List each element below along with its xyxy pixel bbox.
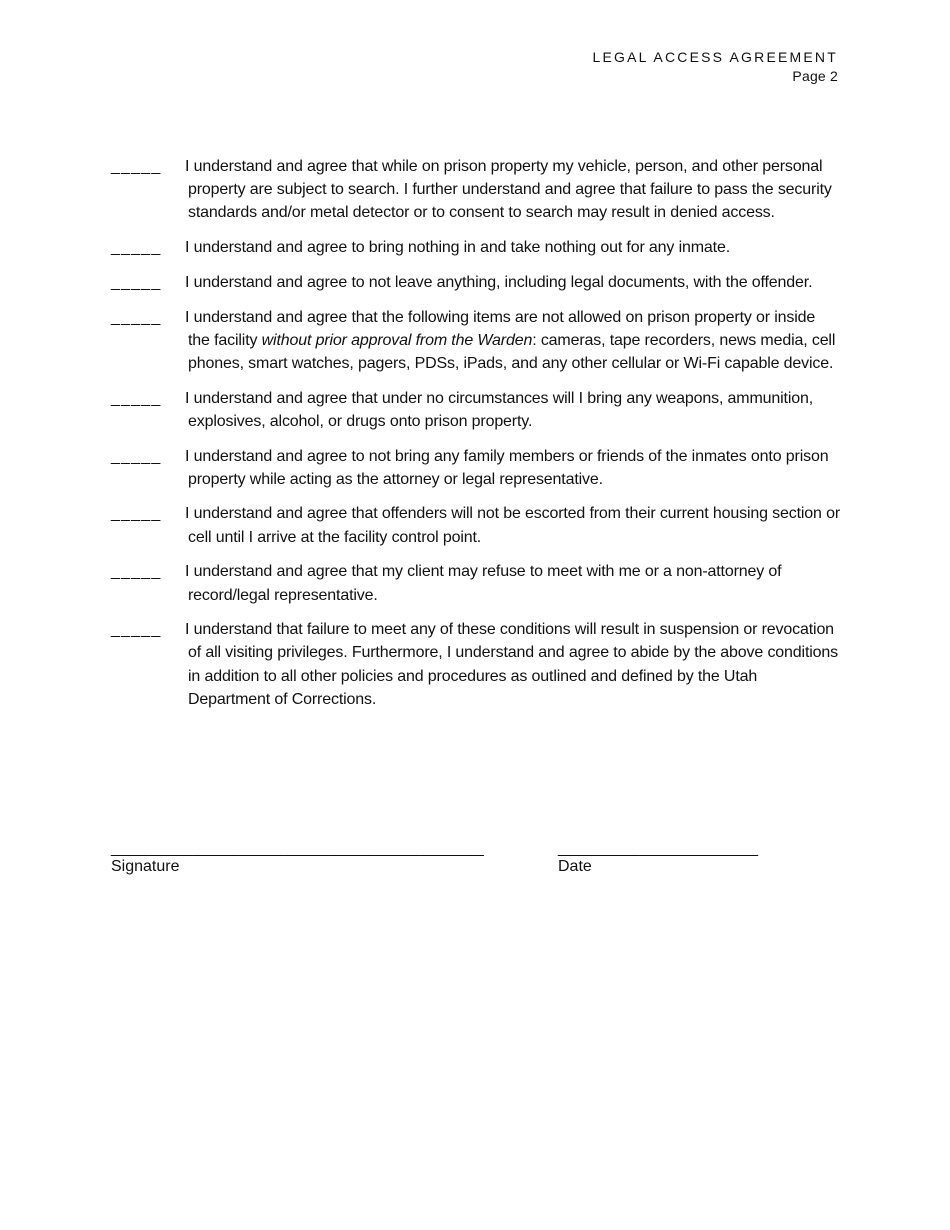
agreement-text: I understand and agree that my client may refuse to meet with me or a non-attorney of record/legal representative.: [185, 563, 782, 604]
agreement-text: [185, 306, 841, 376]
initial-blank: _____: [111, 505, 162, 523]
agreement-item: [111, 560, 841, 606]
agreement-list: [111, 155, 841, 711]
agreement-text: I understand and agree to not leave anything, including legal documents, with the offender.: [185, 273, 813, 291]
agreement-item: [111, 387, 841, 433]
agreement-text: I understand and agree to not bring any family members or friends of the inmates onto prison property while acting as the attorney or legal representative.: [185, 447, 829, 488]
initial-blank: _____: [111, 621, 162, 639]
agreement-text: I understand and agree that offenders will not be escorted from their current housing section or cell until I arrive at the facility control point.: [185, 505, 841, 546]
agreement-text-emphasis: without prior approval from the Warden: [261, 331, 533, 349]
date-line[interactable]: ______________________: [558, 840, 759, 857]
initial-blank: _____: [111, 273, 162, 291]
agreement-text: I understand that failure to meet any of these conditions will result in suspension or revocation of all visiting privileges. Furthermore, I understand and agree to abide by the above conditions in addition to all other policies and procedures as outlined and defined by the Utah Department of Corrections.: [185, 621, 838, 708]
document-title: LEGAL ACCESS AGREEMENT: [592, 49, 838, 65]
agreement-item: [111, 155, 841, 225]
initial-blank: _____: [111, 447, 162, 465]
initial-blank: _____: [111, 158, 162, 175]
agreement-text-end: : cameras, tape recorders, news media, cell phones, smart watches, pagers, PDSs, iPads, and any other cellular or Wi-Fi capable device.: [188, 331, 836, 372]
agreement-text: I understand and agree that while on prison property my vehicle, person, and other personal property are subject to search. I further understand and agree that failure to pass the security standards and/or metal detector or to consent to search may result in denied access.: [185, 158, 832, 222]
initial-blank: _____: [111, 239, 162, 257]
agreement-item: [111, 618, 841, 711]
agreement-item: [111, 271, 841, 294]
agreement-text-start: I understand and agree that the following items are not allowed on prison property or inside the facility: [185, 308, 816, 349]
initial-blank: _____: [111, 308, 162, 326]
agreement-item: [111, 236, 841, 259]
date-block: [558, 840, 758, 877]
signature-block: [111, 840, 484, 877]
agreement-item: [111, 445, 841, 491]
agreement-item: [111, 306, 841, 376]
initial-blank: _____: [111, 563, 162, 581]
date-label: Date: [558, 858, 592, 875]
agreement-text: I understand and agree to bring nothing in and take nothing out for any inmate.: [185, 239, 730, 257]
signature-line[interactable]: _________________________________________: [111, 840, 485, 857]
initial-blank: _____: [111, 389, 162, 407]
agreement-text: I understand and agree that under no circumstances will I bring any weapons, ammunition, explosives, alcohol, or drugs onto prison property.: [185, 389, 814, 430]
page-number: Page 2: [792, 68, 838, 84]
page-header: [592, 48, 838, 86]
agreement-item: [111, 502, 841, 548]
signature-label: Signature: [111, 858, 180, 875]
